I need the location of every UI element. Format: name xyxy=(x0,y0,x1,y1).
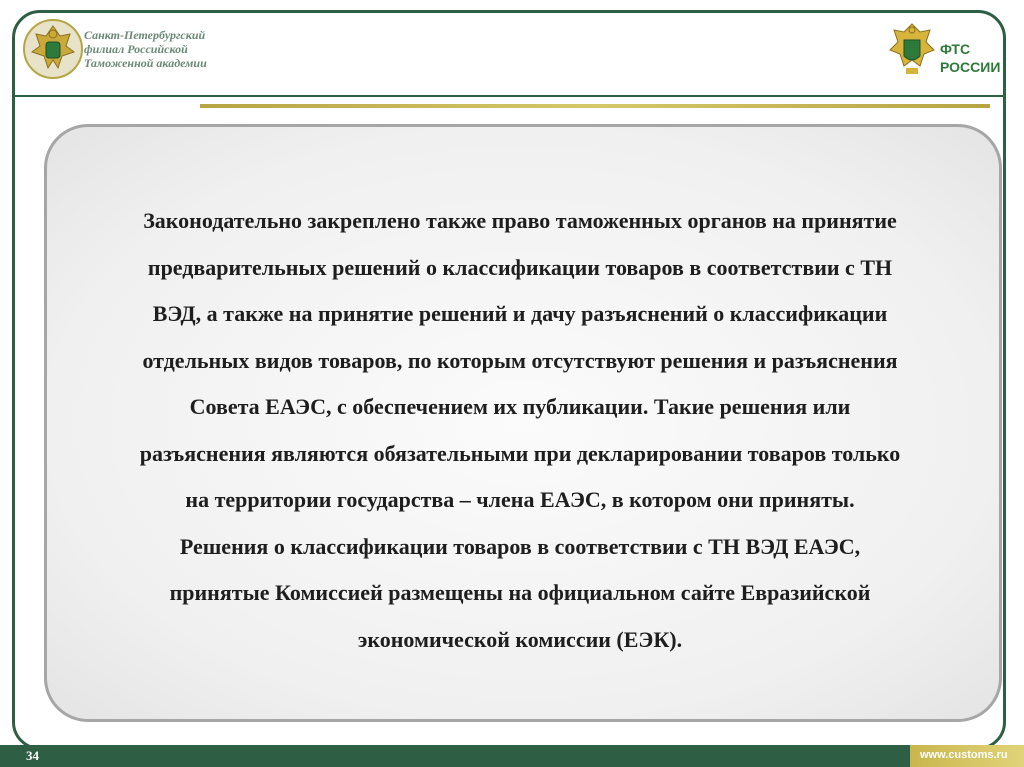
academy-title-line-3: Таможенной академии xyxy=(84,56,207,70)
fts-logo-line-1: ФТС xyxy=(940,41,971,57)
body-text-line: предварительных решений о классификации товаров в соответствии с ТН xyxy=(147,254,893,280)
body-text-line: отдельных видов товаров, по которым отсутствуют решения и разъяснения xyxy=(142,347,898,373)
academy-title-line-2: филиал Российской xyxy=(84,42,188,56)
header-divider xyxy=(12,95,1006,97)
body-text-line: ВЭД, а также на принятие решений и дачу разъяснений о классификации xyxy=(152,301,888,326)
fts-emblem-icon xyxy=(888,20,936,78)
footer-bar xyxy=(0,745,1024,767)
header-gold-divider xyxy=(200,104,990,108)
body-text-line: на территории государства – члена ЕАЭС, в котором они приняты. xyxy=(185,487,855,512)
page-number: 34 xyxy=(26,748,39,763)
academy-title xyxy=(84,28,254,70)
body-text-line: разъяснения являются обязательными при декларировании товаров только xyxy=(139,440,901,466)
body-text xyxy=(60,198,980,663)
body-text-line: экономической комиссии (ЕЭК). xyxy=(357,626,683,652)
fts-logo-line-2: РОССИИ xyxy=(940,59,1001,75)
body-text-line: принятые Комиссией размещены на официальном сайте Евразийской xyxy=(169,580,871,605)
fts-logo xyxy=(940,40,1000,76)
body-text-line: Решения о классификации товаров в соответствии с ТН ВЭД ЕАЭС, xyxy=(179,533,861,559)
body-text-line: Совета ЕАЭС, с обеспечением их публикации. Такие решения или xyxy=(189,394,851,419)
academy-title-line-1: Санкт-Петербургский xyxy=(84,28,206,42)
body-text-line: Законодательно закреплено также право таможенных органов на принятие xyxy=(143,208,897,233)
footer-url-link[interactable]: www.customs.ru xyxy=(920,749,1008,761)
customs-emblem-icon xyxy=(22,18,84,80)
